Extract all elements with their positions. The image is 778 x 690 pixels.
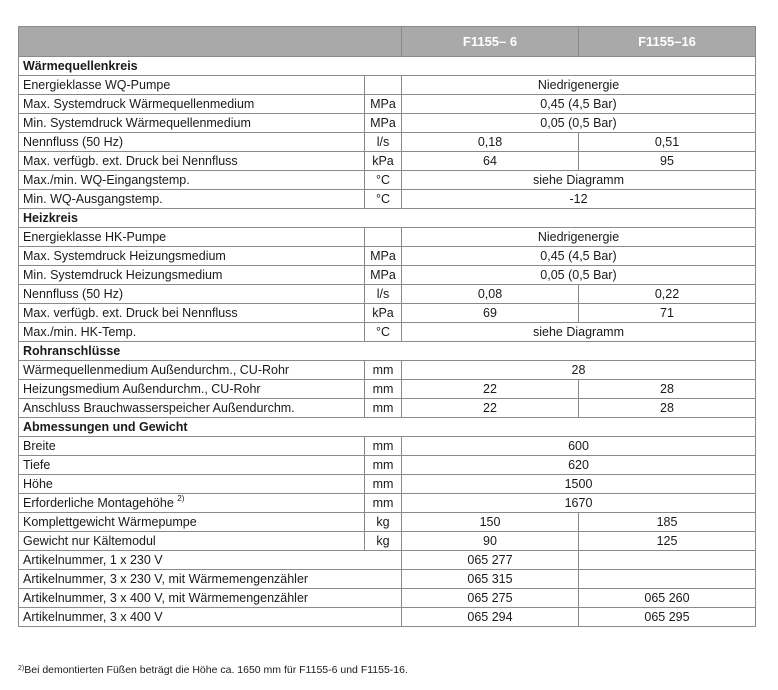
row-unit: mm <box>365 399 402 418</box>
section-title: Rohranschlüsse <box>19 342 756 361</box>
row-unit: °C <box>365 190 402 209</box>
section-title: Wärmequellenkreis <box>19 57 756 76</box>
row-value-shared: 0,05 (0,5 Bar) <box>402 114 756 133</box>
row-label <box>19 304 365 323</box>
row-unit: kg <box>365 532 402 551</box>
row-value-f1155-16 <box>579 551 756 570</box>
row-label-text: Energieklasse WQ-Pumpe <box>23 78 171 92</box>
table-row <box>19 437 756 456</box>
row-unit: mm <box>365 456 402 475</box>
row-value-f1155-6: 22 <box>402 380 579 399</box>
row-value-shared: 0,05 (0,5 Bar) <box>402 266 756 285</box>
table-row <box>19 475 756 494</box>
row-value-shared: -12 <box>402 190 756 209</box>
row-label <box>19 228 365 247</box>
row-label <box>19 152 365 171</box>
row-value-shared: 600 <box>402 437 756 456</box>
row-unit: mm <box>365 494 402 513</box>
table-row <box>19 95 756 114</box>
table-row <box>19 266 756 285</box>
table-row <box>19 456 756 475</box>
row-unit: mm <box>365 361 402 380</box>
row-value-shared: 1670 <box>402 494 756 513</box>
row-unit: mm <box>365 475 402 494</box>
row-label <box>19 456 365 475</box>
row-label <box>19 190 365 209</box>
column-header-f1155-16: F1155–16 <box>579 27 756 57</box>
row-label-text: Nennfluss (50 Hz) <box>23 135 124 149</box>
table-row <box>19 152 756 171</box>
row-label <box>19 513 365 532</box>
row-value-f1155-6: 0,08 <box>402 285 579 304</box>
row-label <box>19 323 365 342</box>
table-header-row <box>19 27 756 57</box>
row-value-shared: 0,45 (4,5 Bar) <box>402 247 756 266</box>
row-label-text: Max./min. WQ-Eingangstemp. <box>23 173 190 187</box>
table-row <box>19 570 756 589</box>
row-value-shared: 1500 <box>402 475 756 494</box>
footnote-text: Bei demontierten Füßen beträgt die Höhe ca. 1650 mm für F1155-6 und F1155-16. <box>24 664 408 676</box>
row-value-f1155-6: 065 277 <box>402 551 579 570</box>
row-unit <box>365 228 402 247</box>
row-label: Artikelnummer, 3 x 400 V <box>19 608 402 627</box>
row-label <box>19 171 365 190</box>
section-header-row <box>19 342 756 361</box>
section-header-row <box>19 209 756 228</box>
table-row <box>19 171 756 190</box>
header-empty-cell <box>19 27 402 57</box>
table-row <box>19 361 756 380</box>
row-value-f1155-16: 28 <box>579 380 756 399</box>
row-value-f1155-6: 065 315 <box>402 570 579 589</box>
row-label <box>19 247 365 266</box>
row-label <box>19 475 365 494</box>
row-label <box>19 380 365 399</box>
row-label-text: Breite <box>23 439 56 453</box>
table-row <box>19 551 756 570</box>
row-label-text: Max. Systemdruck Heizungsmedium <box>23 249 226 263</box>
table-row <box>19 304 756 323</box>
row-label-text: Tiefe <box>23 458 51 472</box>
table-row <box>19 608 756 627</box>
row-label: Artikelnummer, 3 x 400 V, mit Wärmemengenzähler <box>19 589 402 608</box>
footnote-reference: 2) <box>177 494 185 503</box>
row-value-f1155-16: 0,22 <box>579 285 756 304</box>
table-row <box>19 532 756 551</box>
table-row <box>19 247 756 266</box>
row-label-text: Max. Systemdruck Wärmequellenmedium <box>23 97 255 111</box>
row-value-shared: Niedrigenergie <box>402 76 756 95</box>
section-title: Heizkreis <box>19 209 756 228</box>
section-header-row <box>19 418 756 437</box>
row-unit: kg <box>365 513 402 532</box>
row-value-f1155-6: 0,18 <box>402 133 579 152</box>
row-label <box>19 133 365 152</box>
table-row <box>19 494 756 513</box>
row-value-f1155-6: 90 <box>402 532 579 551</box>
table-row <box>19 133 756 152</box>
table-row <box>19 380 756 399</box>
row-value-f1155-16: 185 <box>579 513 756 532</box>
row-value-f1155-6: 64 <box>402 152 579 171</box>
row-value-f1155-16: 065 295 <box>579 608 756 627</box>
row-label <box>19 361 365 380</box>
row-value-f1155-6: 69 <box>402 304 579 323</box>
row-unit: l/s <box>365 285 402 304</box>
row-unit: mm <box>365 380 402 399</box>
row-label: Artikelnummer, 1 x 230 V <box>19 551 402 570</box>
row-value-shared: Niedrigenergie <box>402 228 756 247</box>
row-value-shared: 28 <box>402 361 756 380</box>
row-label <box>19 95 365 114</box>
row-label <box>19 399 365 418</box>
table-row <box>19 323 756 342</box>
spec-table-body <box>19 57 756 627</box>
row-value-shared: 0,45 (4,5 Bar) <box>402 95 756 114</box>
row-label-text: Wärmequellenmedium Außendurchm., CU-Rohr <box>23 363 290 377</box>
row-label-text: Komplettgewicht Wärmepumpe <box>23 515 197 529</box>
row-unit: kPa <box>365 304 402 323</box>
row-label <box>19 114 365 133</box>
table-row <box>19 285 756 304</box>
row-value-shared: siehe Diagramm <box>402 171 756 190</box>
row-label-text: Nennfluss (50 Hz) <box>23 287 124 301</box>
row-value-f1155-6: 22 <box>402 399 579 418</box>
row-unit: MPa <box>365 95 402 114</box>
column-header-f1155-6: F1155– 6 <box>402 27 579 57</box>
row-value-f1155-16 <box>579 570 756 589</box>
row-label-text: Min. WQ-Ausgangstemp. <box>23 192 163 206</box>
row-label: Artikelnummer, 3 x 230 V, mit Wärmemengenzähler <box>19 570 402 589</box>
table-row <box>19 399 756 418</box>
row-label-text: Min. Systemdruck Wärmequellenmedium <box>23 116 251 130</box>
row-value-f1155-6: 150 <box>402 513 579 532</box>
row-label <box>19 76 365 95</box>
row-value-f1155-6: 065 275 <box>402 589 579 608</box>
row-unit: °C <box>365 171 402 190</box>
row-unit: MPa <box>365 114 402 133</box>
footnote <box>18 664 408 676</box>
row-label <box>19 494 365 513</box>
row-unit <box>365 76 402 95</box>
row-label <box>19 532 365 551</box>
table-row <box>19 589 756 608</box>
table-row <box>19 513 756 532</box>
table-row <box>19 228 756 247</box>
footnote-marker: 2) <box>18 665 25 672</box>
row-unit: °C <box>365 323 402 342</box>
row-value-shared: 620 <box>402 456 756 475</box>
row-label-text: Max./min. HK-Temp. <box>23 325 137 339</box>
row-value-f1155-16: 0,51 <box>579 133 756 152</box>
row-label-text: Gewicht nur Kältemodul <box>23 534 156 548</box>
row-unit: kPa <box>365 152 402 171</box>
row-value-f1155-6: 065 294 <box>402 608 579 627</box>
row-label-text: Anschluss Brauchwasserspeicher Außendurchm. <box>23 401 295 415</box>
row-unit: MPa <box>365 247 402 266</box>
table-row <box>19 114 756 133</box>
row-label <box>19 437 365 456</box>
spec-table <box>18 26 756 627</box>
row-label-text: Heizungsmedium Außendurchm., CU-Rohr <box>23 382 261 396</box>
row-label-text: Energieklasse HK-Pumpe <box>23 230 167 244</box>
row-label-text: Max. verfügb. ext. Druck bei Nennfluss <box>23 306 238 320</box>
table-row <box>19 190 756 209</box>
row-label-text: Höhe <box>23 477 53 491</box>
row-label-text: Min. Systemdruck Heizungsmedium <box>23 268 223 282</box>
row-unit: MPa <box>365 266 402 285</box>
row-value-f1155-16: 95 <box>579 152 756 171</box>
row-value-f1155-16: 065 260 <box>579 589 756 608</box>
table-row <box>19 76 756 95</box>
row-value-f1155-16: 125 <box>579 532 756 551</box>
row-unit: mm <box>365 437 402 456</box>
row-value-shared: siehe Diagramm <box>402 323 756 342</box>
row-label-text: Erforderliche Montagehöhe <box>23 496 174 510</box>
row-label <box>19 285 365 304</box>
row-label <box>19 266 365 285</box>
section-title: Abmessungen und Gewicht <box>19 418 756 437</box>
row-value-f1155-16: 71 <box>579 304 756 323</box>
row-value-f1155-16: 28 <box>579 399 756 418</box>
row-unit: l/s <box>365 133 402 152</box>
row-label-text: Max. verfügb. ext. Druck bei Nennfluss <box>23 154 238 168</box>
section-header-row <box>19 57 756 76</box>
